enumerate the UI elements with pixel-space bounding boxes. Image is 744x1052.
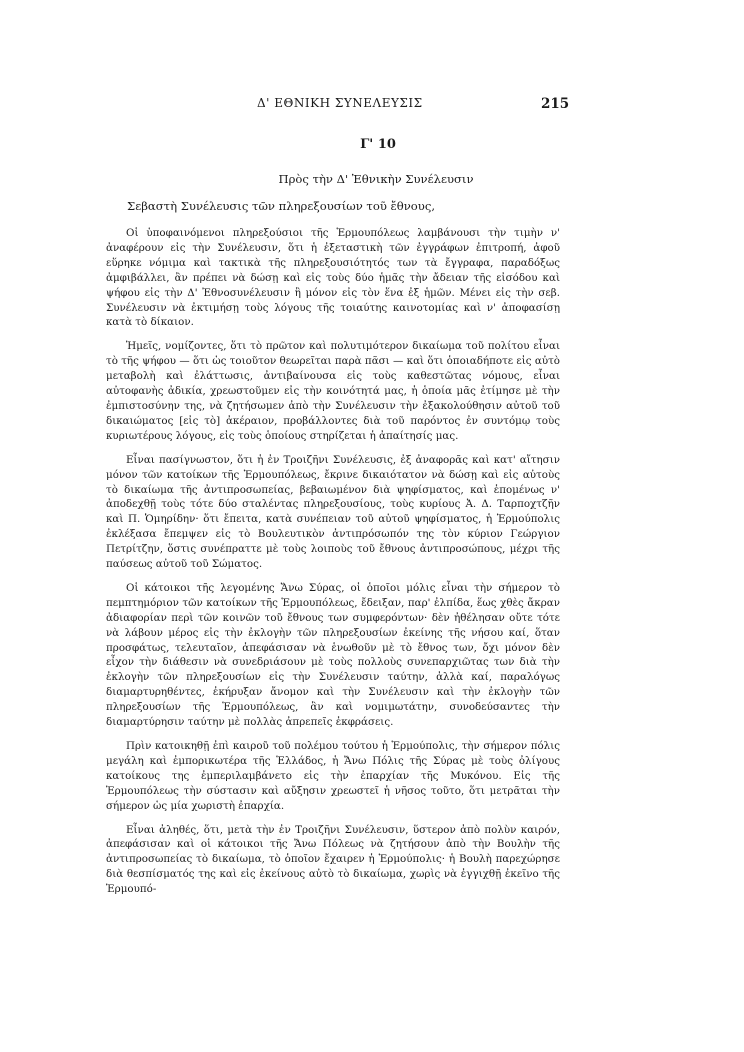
letter-body <box>106 226 560 897</box>
document-number: Γ' 10 <box>360 137 396 152</box>
running-title: Δ' ΕΘΝΙΚΗ ΣΥΝΕΛΕΥΣΙΣ <box>257 96 423 110</box>
salutation: Σεβαστὴ Συνέλευσις τῶν πληρεξουσίων τοῦ ἔθνους, <box>127 199 436 213</box>
paragraph: Οἱ κάτοικοι τῆς λεγομένης Ἄνω Σύρας, οἱ ὁποῖοι μόλις εἶναι τὴν σήμερον τὸ πεμπτημόριον τῶν κατοίκων τῆς Ἑρμουπόλεως, ἔδειξαν, παρ' ἐλπίδα, ἕως χθὲς ἄκραν ἀδιαφορίαν περὶ τῶν κοινῶν τοῦ ἔθνους των συμφερόντων· δὲν ἠθέλησαν οὔτε τότε νὰ λάβουν μέρος εἰς τὴν ἐκλογὴν τῶν πληρεξουσίων ἐκείνης τῆς νήσου καί, ὅταν προσφάτως, τελευταῖον, ἀπεφάσισαν νὰ ἑνωθοῦν μὲ τὸ ἔθνος των, ὄχι μόνον δὲν εἶχον τὴν διάθεσιν νὰ συνεδριάσουν μὲ τοὺς πολλοὺς συνεπαρχιῶτας των διὰ τὴν ἐκλογὴν τῶν πληρεξουσίων εἰς τὴν Συνέλευσιν ταύτην, ἀλλὰ καί, παραλόγως διαμαρτυρηθέντες, ἐκήρυξαν ἄνομον καὶ τὴν Συνέλευσιν καὶ τὴν ἐκλογὴν τῶν πληρεξουσίων τῆς Ἑρμουπόλεως, ἂν καὶ νομιμωτάτην, συνοδεύσαντες τὴν διαμαρτύρησιν ταύτην μὲ πολλὰς ἀπρεπεῖς ἐκφράσεις. <box>106 581 560 729</box>
page-number: 215 <box>541 96 570 112</box>
paragraph: Πρὶν κατοικηθῇ ἐπὶ καιροῦ τοῦ πολέμου τούτου ἡ Ἑρμούπολις, τὴν σήμερον πόλις μεγάλη καὶ ἐμπορικωτέρα τῆς Ἑλλάδος, ἡ Ἄνω Πόλις τῆς Σύρας μὲ τοὺς ὀλίγους κατοίκους της ἐμπεριλαμβάνετο εἰς τὴν ἐπαρχίαν τῆς Μυκόνου. Εἰς τῆς Ἑρμουπόλεως τὴν σύστασιν καὶ αὔξησιν χρεωστεῖ ἡ νῆσος τοῦτο, ὅτι μετρᾶται τὴν σήμερον ὡς μία χωριστὴ ἐπαρχία. <box>106 740 560 812</box>
addressee-line: Πρὸς τὴν Δ' Ἐθνικὴν Συνέλευσιν <box>278 172 474 186</box>
paragraph: Οἱ ὑποφαινόμενοι πληρεξούσιοι τῆς Ἑρμουπόλεως λαμβάνουσι τὴν τιμὴν ν' ἀναφέρουν εἰς τὴν Συνέλευσιν, ὅτι ἡ ἐξεταστικὴ τῶν ἐγγράφων ἐπιτροπή, ἀφοῦ εὕρηκε νόμιμα καὶ τακτικὰ τῆς πληρεξουσιότητός των τὰ ἔγγραφα, παραδόξως ἀμφιβάλλει, ἂν πρέπει νὰ δώσῃ καὶ εἰς τοὺς δύο ἡμᾶς τὴν ἄδειαν τῆς εἰσόδου καὶ ψήφου εἰς τὴν Δ' Ἐθνοσυνέλευσιν ἢ μόνον εἰς τὸν ἕνα ἐξ ἡμῶν. Μένει εἰς τὴν σεβ. Συνέλευσιν νὰ ἐκτιμήσῃ τοὺς λόγους τῆς τοιαύτης καινοτομίας καὶ ν' ἀποφασίσῃ κατὰ τὸ δίκαιον. <box>106 227 560 329</box>
paragraph: Εἶναι πασίγνωστον, ὅτι ἡ ἐν Τροιζῆνι Συνέλευσις, ἐξ ἀναφορᾶς καὶ κατ' αἴτησιν μόνον τῶν κατοίκων τῆς Ἑρμουπόλεως, ἔκρινε δικαιότατον νὰ δώσῃ καὶ εἰς αὐτοὺς τὸ δικαίωμα τῆς ἀντιπροσωπείας, βεβαιωμένον διὰ ψηφίσματος, καὶ ἑπομένως ν' ἀποδεχθῇ τοὺς τότε δύο σταλέντας πληρεξουσίους, τοὺς κυρίους Ἀ. Δ. Ταρποχτζῆν καὶ Π. Ὁμηρίδην· ὅτι ἔπειτα, κατὰ συνέπειαν τοῦ αὐτοῦ ψηφίσματος, ἡ Ἑρμούπολις ἐκλέξασα ἔπεμψεν εἰς τὸ Βουλευτικὸν ἀντιπρόσωπόν της τὸν κύριον Γεώργιον Πετρίτζην, ὅστις συνέπραττε μὲ τοὺς λοιποὺς τοῦ ἔθνους ἀντιπροσώπους, μέχρι τῆς παύσεως αὐτοῦ τοῦ Σώματος. <box>106 453 560 571</box>
paragraph: Ἡμεῖς, νομίζοντες, ὅτι τὸ πρῶτον καὶ πολυτιμότερον δικαίωμα τοῦ πολίτου εἶναι τὸ τῆς ψήφου — ὅτι ὡς τοιοῦτον θεωρεῖται παρὰ πᾶσι — καὶ ὅτι ὁποιαδήποτε εἰς αὐτὸ μεταβολὴ καὶ ἐλάττωσις, ἀντιβαίνουσα εἰς τοὺς καθεστῶτας νόμους, εἶναι αὐτοφανὴς ἀδικία, χρεωστοῦμεν εἰς τὴν κοινότητά μας, ἡ ὁποία μᾶς ἐτίμησε μὲ τὴν ἐμπιστοσύνην της, νὰ ζητήσωμεν ἀπὸ τὴν Συνέλευσιν τὴν ἐξακολούθησιν αὐτοῦ τοῦ δικαιώματος [εἰς τὸ] ἀκέραιον, προβάλλοντες διὰ τοῦ παρόντος ἐν συντόμῳ τοὺς κυριωτέρους λόγους, εἰς τοὺς ὁποίους στηρίζεται ἡ ἀπαίτησίς μας. <box>106 340 560 442</box>
paragraph: Εἶναι ἀληθές, ὅτι, μετὰ τὴν ἐν Τροιζῆνι Συνέλευσιν, ὕστερον ἀπὸ πολὺν καιρόν, ἀπεφάσισαν καὶ οἱ κάτοικοι τῆς Ἄνω Πόλεως νὰ ζητήσουν ἀπὸ τὴν Βουλὴν τῆς ἀντιπροσωπείας τὸ δικαίωμα, τὸ ὁποῖον ἔχαιρεν ἡ Ἑρμούπολις· ἡ Βουλὴ παρεχώρησε διὰ θεσπίσματός της καὶ εἰς ἐκείνους αὐτὸ τὸ δικαίωμα, χωρὶς νὰ ἐγγιχθῇ ἐκεῖνο τῆς Ἑρμουπό- <box>106 823 560 896</box>
